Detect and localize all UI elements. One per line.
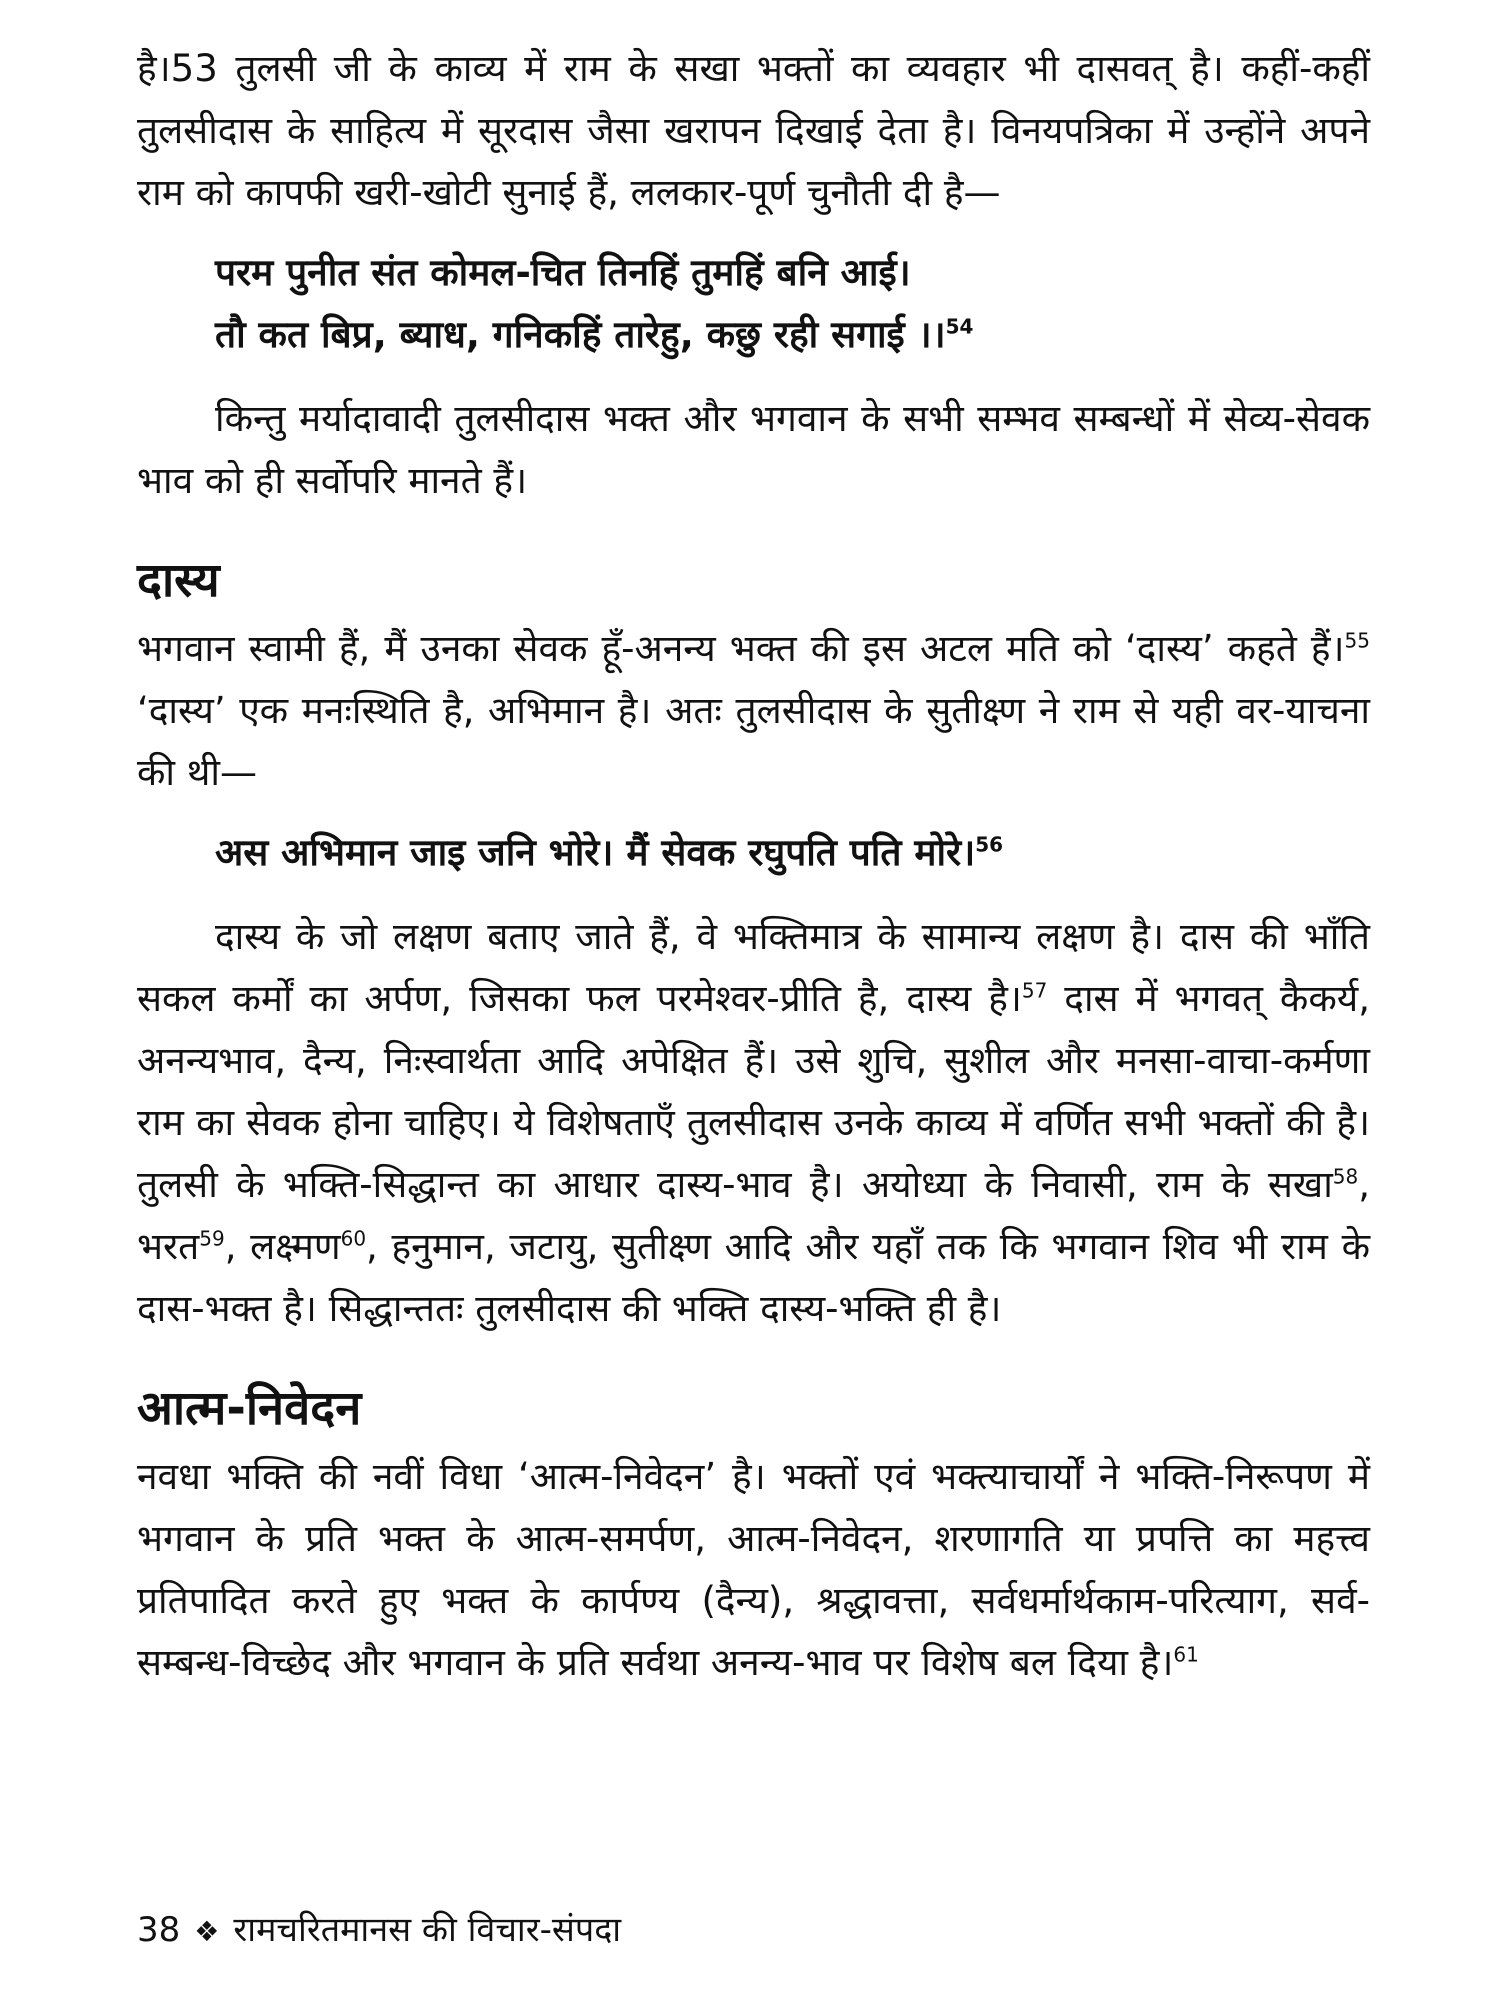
paragraph-1-text: है।53 तुलसी जी के काव्य में राम के सखा भक्तों का व्यवहार भी दासवत् है। कहीं-कहीं तुलसीदास के साहित्य में सूरदास जैसा खरापन दिखाई देता है। विनयपत्रिका में उन्होंने अपने राम को कापफी खरी-खोटी सुनाई हैं, ललकार-पूर्ण चुनौती दी है— (137, 47, 1370, 214)
paragraph-2 (137, 388, 1370, 512)
book-title: रामचरितमानस की विचार-संपदा (233, 1910, 622, 1950)
verse-1-line-2 (215, 304, 1370, 366)
paragraph-4 (137, 906, 1370, 1340)
footnote-ref-56: 56 (975, 832, 1004, 857)
verse-1-line-1: परम पुनीत संत कोमल-चित तिनहिं तुमहिं बनि आई। (215, 251, 911, 294)
page-number: 38 (137, 1910, 181, 1950)
footnote-ref-61: 61 (1173, 1642, 1199, 1667)
paragraph-4-text-b: दास में भगवत् कैकर्य, अनन्यभाव, दैन्य, निःस्वार्थता आदि अपेक्षित हैं। उसे शुचि, सुशील और मनसा-वाचा-कर्मणा राम का सेवक होना चाहिए। ये विशेषताएँ तुलसीदास उनके काव्य में वर्णित सभी भक्तों की है। तुलसी के भक्ति-सिद्धान्त का आधार दास्य-भाव है। अयोध्या के निवासी, राम के सखा (137, 977, 1370, 1206)
verse-1-line-2-text: तौ कत बिप्र, ब्याध, गनिकहिं तारेहु, कछु रही सगाई ।। (215, 313, 946, 356)
paragraph-1 (137, 38, 1370, 224)
verse-block-1 (137, 242, 1370, 366)
section-heading-atma-nivedan: आत्म-निवेदन (137, 1381, 362, 1436)
footnote-ref-60: 60 (340, 1226, 367, 1251)
section-heading-dasya: दास्य (137, 553, 220, 608)
paragraph-4-text-d: , लक्ष्मण (224, 1225, 341, 1268)
paragraph-4-text-a: दास्य के जो लक्षण बताए जाते हैं, वे भक्तिमात्र के सामान्य लक्षण है। दास की भाँति सकल कर्मों का अर्पण, जिसका फल परमेश्वर-प्रीति है, दास्य है। (137, 915, 1370, 1020)
page-body (137, 38, 1370, 1694)
footnote-ref-57: 57 (1021, 978, 1048, 1003)
paragraph-2-text: किन्तु मर्यादावादी तुलसीदास भक्त और भगवान के सभी सम्भव सम्बन्धों में सेव्य-सेवक भाव को ही सर्वोपरि मानते हैं। (137, 397, 1370, 502)
paragraph-4-text-e: , हनुमान, जटायु, सुतीक्ष्ण आदि और यहाँ तक कि भगवान शिव भी राम के दास-भक्त है। सिद्धान्ततः तुलसीदास की भक्ति दास्य-भक्ति ही है। (137, 1225, 1370, 1330)
paragraph-5-text: नवधा भक्ति की नवीं विधा ‘आत्म-निवेदन’ है। भक्तों एवं भक्त्याचार्यों ने भक्ति-निरूपण में भगवान के प्रति भक्त के आत्म-समर्पण, आत्म-निवेदन, शरणागति या प्रपत्ति का महत्त्व प्रतिपादित करते हुए भक्त के कार्पण्य (दैन्य), श्रद्धावत्ता, सर्वधर्मार्थकाम-परित्याग, सर्व-सम्बन्ध-विच्छेद और भगवान के प्रति सर्वथा अनन्य-भाव पर विशेष बल दिया है। (137, 1455, 1370, 1684)
paragraph-4-text-c: , भरत (137, 1163, 1370, 1268)
footnote-ref-59: 59 (199, 1226, 225, 1251)
footnote-ref-55: 55 (1344, 628, 1370, 653)
footnote-ref-54: 54 (945, 314, 974, 339)
diamond-ornament-icon: ❖ (194, 1915, 220, 1948)
verse-2-line-1-text: अस अभिमान जाइ जनि भोरे। मैं सेवक रघुपति पति मोरे। (215, 831, 976, 874)
footnote-ref-58: 58 (1332, 1164, 1359, 1189)
verse-block-2 (137, 822, 1370, 884)
verse-2-line-1 (215, 822, 1370, 884)
paragraph-3 (137, 618, 1370, 804)
paragraph-3-text-a: भगवान स्वामी हैं, मैं उनका सेवक हूँ-अनन्य भक्त की इस अटल मति को ‘दास्य’ कहते हैं। (137, 627, 1345, 670)
paragraph-5 (137, 1446, 1370, 1694)
page-footer (137, 1905, 621, 1957)
paragraph-3-text-b: ‘दास्य’ एक मनःस्थिति है, अभिमान है। अतः तुलसीदास के सुतीक्ष्ण ने राम से यही वर-याचना की थी— (137, 689, 1370, 794)
